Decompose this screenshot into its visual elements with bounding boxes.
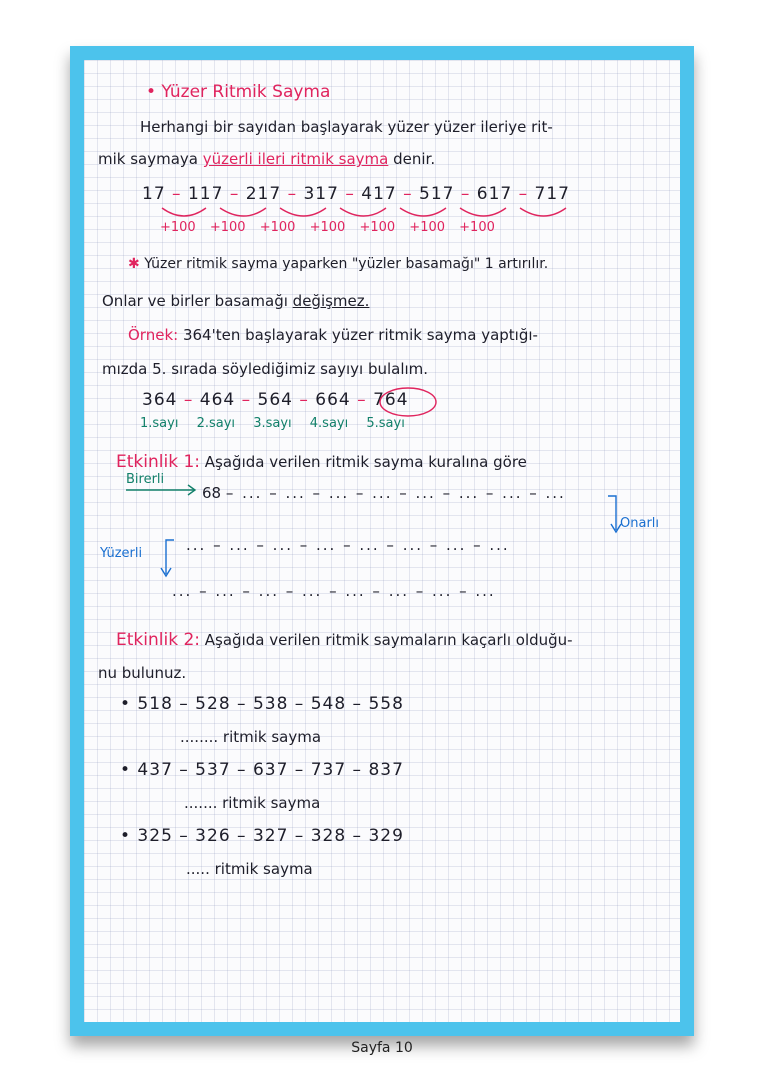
page-frame [70,46,694,1036]
blank-row: – ... – ... – ... – ... – ... – ... – ... – ... [225,484,566,502]
arc-icon [340,208,386,216]
step-label: +100 [309,220,346,235]
activity2-text-2: nu bulunuz. [98,664,187,682]
arc-icon [220,208,266,216]
example-text: 364'ten başlayarak yüzer ritmik sayma yaptığı- [182,326,538,344]
seq-number: 217 [245,184,282,204]
grid-paper [84,60,680,1022]
yuzerli-label: Yüzerli [100,546,143,561]
position-label: 2.sayı [196,416,236,431]
definition-line-2a: mik saymaya [98,150,198,168]
example-answer-number: 764 [373,390,409,410]
activity1-text: Aşağıda verilen ritmik sayma kuralına göre [204,453,527,471]
seq-number: 117 [187,184,224,204]
example-label: Örnek: [128,326,179,344]
arc-icon [162,208,206,216]
activity2-answer-2: ....... ritmik sayma [184,794,321,812]
arc-icon [460,208,506,216]
position-label: 1.sayı [140,416,179,431]
page-number: Sayfa 10 [351,1040,413,1056]
activity2-item-2: • 437 – 537 – 637 – 737 – 837 [120,760,404,780]
example-line-2: mızda 5. sırada söylediğimiz sayıyı bulalım. [102,360,429,378]
seq-number: 517 [419,184,455,204]
example-number: 364 [142,390,178,410]
step-label: +100 [160,220,196,235]
definition-line-2c: denir. [393,150,436,168]
activity2-title: Etkinlik 2: [116,630,200,650]
note-text-2: Onlar ve birler basamağı [102,292,288,310]
hundreds-sequence: 17 – 117 – 217 – 317 – 417 – 517 – 617 – 717 [142,184,570,204]
activity1-title: Etkinlik 1: [116,452,200,472]
annotation-overlay [84,60,680,1022]
activity1-row-2: ... – ... – ... – ... – ... – ... – ... – ... [186,536,510,554]
definition-line-1: Herhangi bir sayıdan başlayarak yüzer yüzer ileriye rit- [140,118,553,136]
step-label: +100 [409,220,446,235]
position-label: 4.sayı [309,416,349,431]
onarli-label: Onarlı [620,516,660,531]
arc-icon [400,208,446,216]
section-title: • Yüzer Ritmik Sayma [146,82,331,102]
activity2-text: Aşağıda verilen ritmik saymaların kaçarlı olduğu- [204,631,573,649]
position-label: 3.sayı [253,416,292,431]
step-label: +100 [259,220,296,235]
activity2-item-3: • 325 – 326 – 327 – 328 – 329 [120,826,404,846]
step-label: +100 [209,220,246,235]
activity2-answer-1: ........ ritmik sayma [180,728,322,746]
activity2-answer-3: ..... ritmik sayma [186,860,313,878]
position-label: 5.sayı [366,416,405,431]
activity2-item-1: • 518 – 528 – 538 – 548 – 558 [120,694,404,714]
answer-circle-icon [380,388,436,416]
seq-number: 17 [142,184,166,204]
birerli-label: Birerli [126,472,165,487]
arc-icon [280,208,326,216]
activity1-row-3: ... – ... – ... – ... – ... – ... – ... – ... [172,582,496,600]
example-number: 664 [315,390,351,410]
step-label: +100 [359,220,396,235]
start-number: 68 [202,484,222,502]
example-sequence: 364 – 464 – 564 – 664 – 764 [142,390,409,410]
note-highlight: değişmez. [292,292,370,310]
definition-highlight: yüzerli ileri ritmik sayma [202,150,389,168]
seq-number: 417 [361,184,397,204]
arc-icon [520,208,566,216]
seq-number: 617 [476,184,513,204]
note-text: Yüzer ritmik sayma yaparken "yüzler basamağı" 1 artırılır. [144,256,549,272]
example-number: 464 [199,390,236,410]
seq-number: 317 [303,184,339,204]
star-icon: ✱ [128,256,140,272]
seq-number: 717 [534,184,570,204]
example-number: 564 [257,390,293,410]
step-label: +100 [459,220,495,235]
